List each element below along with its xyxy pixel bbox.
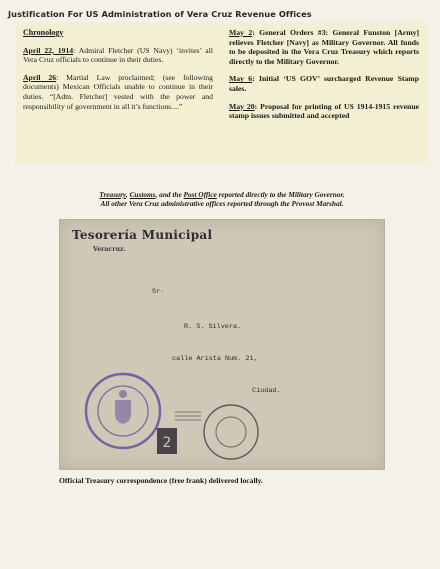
entry-text: : Initial ‘US GOV’ surcharged Revenue Stamp sales. [229,74,419,93]
caption-text: reported directly to the Military Governor. [216,190,345,199]
treasury-seal-icon [82,370,164,452]
chronology-entry [23,46,213,65]
caption-term-post-office: Post Office [183,190,217,199]
caption-term-treasury: Treasury [99,190,126,199]
entry-date: May 20 [229,101,255,111]
chronology-panel [15,22,427,164]
chronology-entry [229,28,419,66]
caption-text: , [125,190,130,199]
caption-term-customs: Customs [129,190,156,199]
postmark-icon [155,398,270,466]
svg-text:2: 2 [162,435,172,451]
envelope-corner-title: Tesorería Municipal [72,228,213,242]
address-salutation: Sr· [152,288,165,296]
page-title: Justification For US Administration of Vera Cruz Revenue Offices [8,9,312,19]
envelope-caption-top [30,190,414,208]
address-recipient: R. S. Silvera. [184,323,242,331]
chronology-heading: Chronology [23,28,64,37]
address-street: calle Arista Num. 21, [172,355,258,363]
chronology-entry [229,74,419,93]
caption-line-2: All other Vera Cruz administrative offices reported through the Provost Marshal. [100,199,344,208]
entry-text: : Martial Law proclaimed; (see following documents) Mexican Officials unable to continue in their duties. “[Adm. Fletcher] vested with the power and responsibility of government in all it’s functions....” [23,72,213,111]
caption-text: , and the [155,190,184,199]
envelope-caption-bottom: Official Treasury correspondence (free frank) delivered locally. [59,476,263,485]
entry-date: May 2 [229,28,253,37]
chronology-entry [23,73,213,111]
envelope-image [59,219,385,470]
chronology-right-column [229,28,419,129]
entry-text: : Admiral Fletcher (US Navy) ‘invites’ all Vera Cruz officials to continue in their duties. [23,45,213,65]
address-city: Ciudad. [252,387,281,395]
chronology-entry [229,102,419,121]
entry-text: : General Orders #3: General Funston [Army] relieves Fletcher [Navy] as Military Governor. All funds to be deposited in the Vera Cruz Treasury which reports directly to the Military Governor. [229,28,419,66]
chronology-left-column [23,28,213,119]
entry-date: April 26 [23,72,57,82]
entry-date: May 6 [229,74,253,84]
envelope-corner-subtitle: Veracruz. [93,246,126,253]
caption-line-1 [30,190,414,199]
entry-text: : Proposal for printing of US 1914-1915 revenue stamp issues submitted and accepted [229,101,420,121]
entry-date: April 22, 1914 [23,45,74,55]
